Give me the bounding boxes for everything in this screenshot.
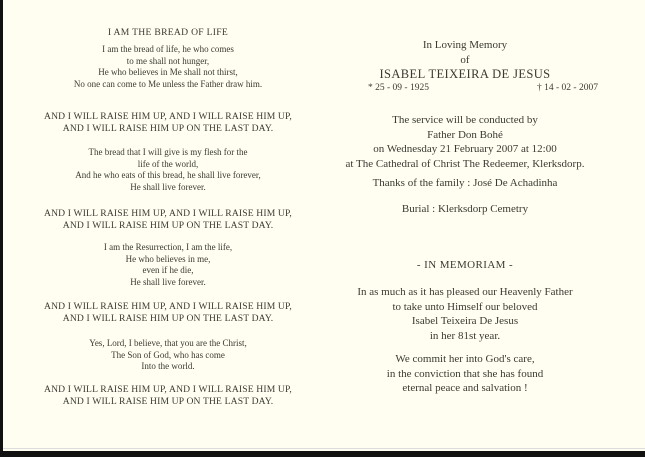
closing-text xyxy=(315,352,615,396)
memory-heading xyxy=(315,38,615,82)
verse-line: He who believes in me, xyxy=(125,253,211,264)
verse-line: to me shall not hunger, xyxy=(126,55,210,66)
chorus-line: AND I WILL RAISE HIM UP ON THE LAST DAY. xyxy=(62,396,274,408)
verse-line: The Son of God, who has come xyxy=(111,349,225,360)
chorus-3 xyxy=(10,301,326,325)
chorus-line: AND I WILL RAISE HIM UP ON THE LAST DAY. xyxy=(62,123,274,135)
verse-line: life of the world, xyxy=(137,158,199,169)
stanza-1 xyxy=(10,44,326,91)
birth-date: * 25 - 09 - 1925 xyxy=(368,83,429,93)
scan-border-bottom xyxy=(0,451,645,457)
closing-line: We commit her into God's care, xyxy=(395,353,535,365)
memoriam-text xyxy=(315,285,615,343)
family-thanks: Thanks of the family : José De Achadinha xyxy=(372,177,558,189)
chorus-line: AND I WILL RAISE HIM UP, AND I WILL RAISE HIM UP, xyxy=(44,301,292,312)
memoriam-line: Isabel Teixeira De Jesus xyxy=(411,315,519,327)
closing-line: eternal peace and salvation ! xyxy=(402,382,528,394)
stanza-2 xyxy=(10,147,326,194)
memoriam-title: - IN MEMORIAM - xyxy=(416,259,514,271)
service-details xyxy=(315,113,615,171)
chorus-1 xyxy=(10,111,326,135)
chorus-line: AND I WILL RAISE HIM UP ON THE LAST DAY. xyxy=(62,220,274,232)
chorus-line: AND I WILL RAISE HIM UP, AND I WILL RAISE HIM UP, xyxy=(44,384,292,395)
burial-info: Burial : Klerksdorp Cemetry xyxy=(401,203,529,215)
service-line: The service will be conducted by xyxy=(392,114,538,126)
deceased-name: ISABEL TEIXEIRA DE JESUS xyxy=(379,67,551,81)
verse-line: The bread that I will give is my flesh for the xyxy=(88,147,248,157)
chorus-line: AND I WILL RAISE HIM UP, AND I WILL RAISE HIM UP, xyxy=(44,208,292,219)
memoriam-line: to take unto Himself our beloved xyxy=(392,300,538,313)
verse-line: I am the Resurrection, I am the life, xyxy=(103,242,233,252)
closing-line: in the conviction that she has found xyxy=(386,367,544,380)
verse-line: No one can come to Me unless the Father draw him. xyxy=(73,79,263,90)
verse-line: He who believes in Me shall not thirst, xyxy=(98,67,238,78)
memoriam-line: in her 81st year. xyxy=(429,329,501,342)
stanza-3 xyxy=(10,242,326,289)
service-line: at The Cathedral of Christ The Redeemer, Klerksdorp. xyxy=(345,157,585,170)
chorus-4 xyxy=(10,384,326,408)
stanza-4 xyxy=(10,338,326,373)
memoriam-line: In as much as it has pleased our Heavenly Father xyxy=(357,286,573,298)
death-date: † 14 - 02 - 2007 xyxy=(537,83,598,93)
verse-line: He shall live forever. xyxy=(130,277,206,288)
service-line: on Wednesday 21 February 2007 at 12:00 xyxy=(373,143,557,155)
hymn-title: I AM THE BREAD OF LIFE xyxy=(107,27,229,38)
of-line: of xyxy=(460,53,470,66)
verse-line: And he who eats of this bread, he shall live forever, xyxy=(75,170,261,181)
verse-line: Yes, Lord, I believe, that you are the Christ, xyxy=(89,338,247,348)
chorus-2 xyxy=(10,208,326,232)
chorus-line: AND I WILL RAISE HIM UP, AND I WILL RAISE HIM UP, xyxy=(44,111,292,122)
heading-line: In Loving Memory xyxy=(422,39,508,51)
verse-line: He shall live forever. xyxy=(130,182,206,193)
verse-line: even if he die, xyxy=(142,265,194,276)
verse-line: Into the world. xyxy=(141,361,195,372)
verse-line: I am the bread of life, he who comes xyxy=(102,44,234,54)
service-line: Father Don Bohé xyxy=(427,128,503,141)
scan-border-left xyxy=(0,0,3,457)
page-edge xyxy=(3,448,645,449)
chorus-line: AND I WILL RAISE HIM UP ON THE LAST DAY. xyxy=(62,313,274,325)
